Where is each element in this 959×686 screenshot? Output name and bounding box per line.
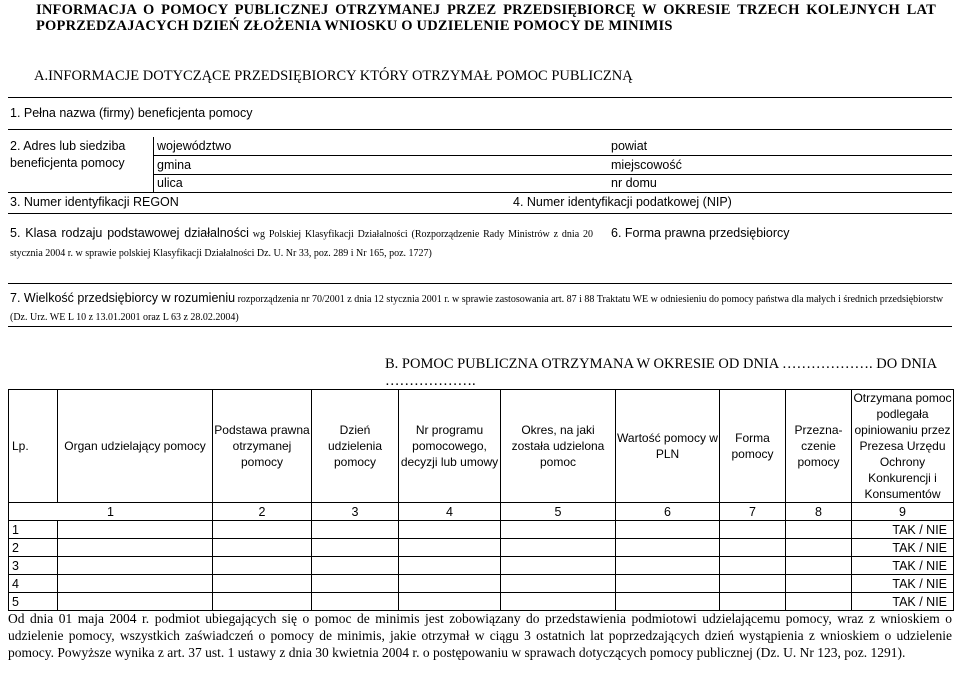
field-full-name-label: 1. Pełna nazwa (firmy) beneficjenta pomocy: [10, 106, 253, 120]
column-number: 7: [720, 503, 786, 521]
table-cell[interactable]: [58, 521, 213, 539]
table-cell[interactable]: [501, 539, 616, 557]
divider: [8, 326, 952, 327]
house-number-label: nr domu: [611, 176, 657, 190]
header-purpose: Przezna-czenie pomocy: [786, 390, 852, 503]
table-cell[interactable]: [399, 557, 501, 575]
table-cell[interactable]: [720, 521, 786, 539]
divider: [8, 97, 952, 98]
section-a-title: A.INFORMACJE DOTYCZĄCE PRZEDSIĘBIORCY KTÓRY OTRZYMAŁ POMOC PUBLICZNĄ: [34, 68, 633, 84]
table-cell[interactable]: [720, 557, 786, 575]
table-cell[interactable]: [399, 539, 501, 557]
header-legal-basis: Podstawa prawna otrzymanej pomocy: [213, 390, 312, 503]
table-header-row: [9, 390, 954, 503]
yes-no-option[interactable]: TAK / NIE: [852, 557, 954, 575]
header-value: Wartość pomocy w PLN: [616, 390, 720, 503]
header-period: Okres, na jaki została udzielona pomoc: [501, 390, 616, 503]
header-grant-date: Dzień udzielenia pomocy: [312, 390, 399, 503]
column-number: 1: [9, 503, 213, 521]
table-row: [9, 557, 954, 575]
municipality-label: gmina: [157, 158, 192, 172]
divider: [153, 137, 154, 192]
table-cell[interactable]: [786, 575, 852, 593]
header-granting-authority: Organ udzielający pomocy: [58, 390, 213, 503]
nip-label: 4. Numer identyfikacji podatkowej (NIP): [513, 195, 732, 209]
table-cell[interactable]: [312, 539, 399, 557]
header-uokik-opinion: Otrzymana pomoc podlegała opiniowaniu przez Prezesa Urzędu Ochrony Konkurencji i Konsumentów: [853, 391, 952, 501]
activity-class-label: 5. Klasa rodzaju podstawowej działalności: [10, 226, 249, 240]
table-cell[interactable]: [501, 557, 616, 575]
row-number: 3: [9, 557, 58, 575]
row-number: 1: [9, 521, 58, 539]
column-number: 5: [501, 503, 616, 521]
table-cell[interactable]: [786, 539, 852, 557]
company-size-label: 7. Wielkość przedsiębiorcy w rozumieniu: [10, 291, 236, 305]
table-cell[interactable]: [616, 539, 720, 557]
table-cell[interactable]: [58, 539, 213, 557]
column-number: 6: [616, 503, 720, 521]
row-number: 4: [9, 575, 58, 593]
table-cell[interactable]: [720, 593, 786, 611]
section-b-title: B. POMOC PUBLICZNA OTRZYMANA W OKRESIE OD DNIA ………………. DO DNIA ……………….: [385, 356, 937, 389]
table-cell[interactable]: [720, 539, 786, 557]
table-cell[interactable]: [58, 557, 213, 575]
table-row: [9, 539, 954, 557]
table-cell[interactable]: [312, 575, 399, 593]
street-label: ulica: [157, 176, 183, 190]
table-cell[interactable]: [501, 593, 616, 611]
activity-class-note: wg Polskiej Klasyfikacji Działalności (Rozporządzenie Rady Ministrów z dnia 20 stycznia 2004 r. w sprawie polskiej Klasyfikacji Działalności Dz. U. Nr 33, poz. 289 i Nr 165, poz. 1727): [10, 229, 594, 259]
table-cell[interactable]: [616, 575, 720, 593]
field-address-label-2: beneficjenta pomocy: [10, 156, 125, 170]
header-form: Forma pomocy: [720, 390, 786, 503]
yes-no-option[interactable]: TAK / NIE: [852, 521, 954, 539]
table-cell[interactable]: [58, 593, 213, 611]
table-cell[interactable]: [399, 575, 501, 593]
table-cell[interactable]: [58, 575, 213, 593]
header-program-number: Nr programu pomocowego, decyzji lub umowy: [399, 390, 501, 503]
row-number: 2: [9, 539, 58, 557]
divider: [8, 283, 952, 284]
footer-note: Od dnia 01 maja 2004 r. podmiot ubiegających się o pomoc de minimis jest zobowiązany do przedstawienia podmiotowi udzielającemu pomocy, wraz z wnioskiem o udzielenie pomocy, wszystkich zaświadczeń o pomocy de minimis, jakie otrzymał w ciągu 3 ostatnich lat poprzedzających dzień wystąpienia z wnioskiem o udzielenie pomocy. Powyższe wynika z art. 37 ust. 1 ustawy z dnia 30 kwietnia 2004 r. o postępowaniu w sprawach dotyczących pomocy publicznej (Dz. U. Nr 123, poz. 1291).: [8, 611, 952, 660]
county-label: powiat: [611, 139, 648, 153]
column-number: 3: [312, 503, 399, 521]
table-cell[interactable]: [312, 557, 399, 575]
table-cell[interactable]: [312, 521, 399, 539]
divider: [8, 213, 952, 214]
legal-form-label: 6. Forma prawna przedsiębiorcy: [611, 226, 790, 240]
table-cell[interactable]: [720, 575, 786, 593]
activity-class-field: [10, 224, 593, 262]
table-cell[interactable]: [501, 575, 616, 593]
table-cell[interactable]: [399, 521, 501, 539]
yes-no-option[interactable]: TAK / NIE: [852, 539, 954, 557]
table-cell[interactable]: [213, 521, 312, 539]
row-number: 5: [9, 593, 58, 611]
table-row: [9, 593, 954, 611]
table-cell[interactable]: [786, 593, 852, 611]
column-number: 2: [213, 503, 312, 521]
table-cell[interactable]: [213, 539, 312, 557]
table-cell[interactable]: [213, 557, 312, 575]
table-cell[interactable]: [616, 521, 720, 539]
document-title: INFORMACJA O POMOCY PUBLICZNEJ OTRZYMANEJ PRZEZ PRZEDSIĘBIORCĘ W OKRESIE TRZECH KOLEJNYCH LAT POPRZEDZAJACYCH DZIEŃ ZŁOŻENIA WNIOSKU O UDZIELENIE POMOCY DE MINIMIS: [36, 2, 936, 34]
voivodeship-label: województwo: [157, 139, 232, 153]
column-number: 8: [786, 503, 852, 521]
yes-no-option[interactable]: TAK / NIE: [852, 575, 954, 593]
regon-label: 3. Numer identyfikacji REGON: [10, 195, 179, 209]
header-lp: Lp.: [9, 390, 58, 503]
company-size-note: rozporządzenia nr 70/2001 z dnia 12 stycznia 2001 r. w sprawie zastosowania art. 87 i 88 Traktatu WE w odniesieniu do pomocy państwa dla małych i średnich przedsiębiorstw (Dz. Urz. WE L 10 z 13.01.2001 oraz L 63 z 28.02.2004): [10, 294, 944, 323]
table-cell[interactable]: [616, 557, 720, 575]
table-cell[interactable]: [501, 521, 616, 539]
table-cell[interactable]: [786, 557, 852, 575]
table-cell[interactable]: [616, 593, 720, 611]
table-row: [9, 575, 954, 593]
company-size-field: [10, 290, 950, 326]
table-cell[interactable]: [213, 575, 312, 593]
table-cell[interactable]: [399, 593, 501, 611]
table-cell[interactable]: [786, 521, 852, 539]
divider: [8, 129, 952, 130]
column-number: 4: [399, 503, 501, 521]
yes-no-option[interactable]: TAK / NIE: [852, 593, 954, 611]
divider: [153, 155, 952, 156]
divider: [153, 174, 952, 175]
column-number-row: [9, 503, 954, 521]
table-cell[interactable]: [213, 593, 312, 611]
field-address-label-1: 2. Adres lub siedziba: [10, 139, 126, 153]
aid-table: [8, 389, 954, 611]
divider: [8, 192, 952, 193]
column-number: 9: [852, 503, 954, 521]
table-cell[interactable]: [312, 593, 399, 611]
locality-label: miejscowość: [611, 158, 682, 172]
table-row: [9, 521, 954, 539]
